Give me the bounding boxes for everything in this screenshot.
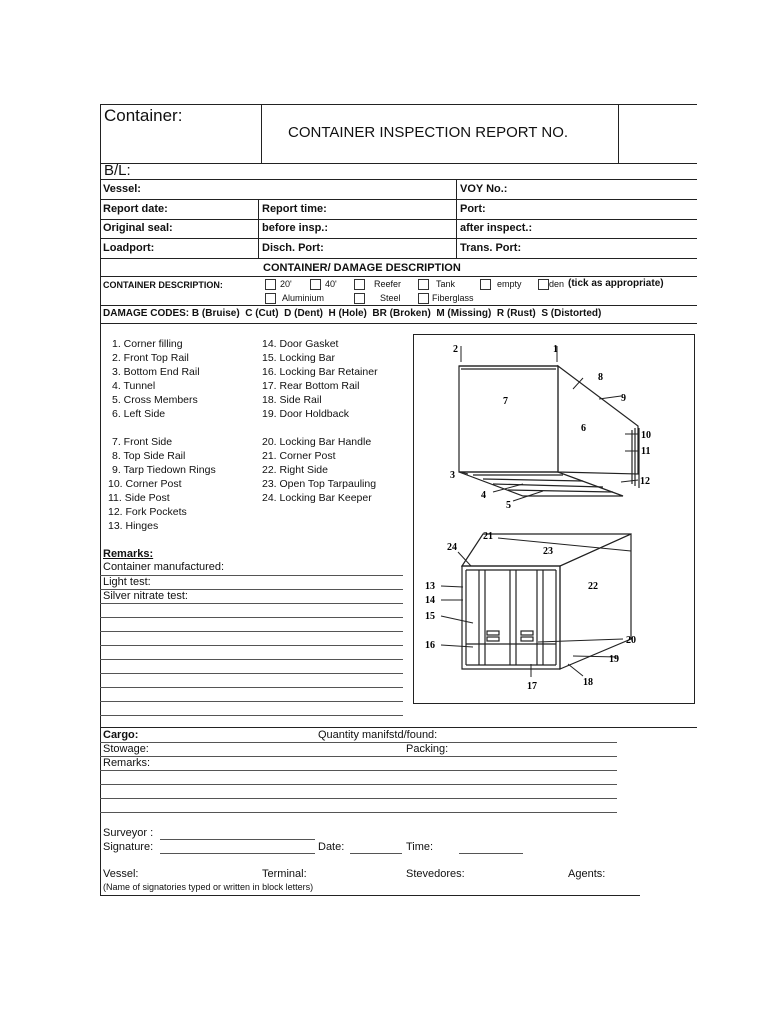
damage-section-title: CONTAINER/ DAMAGE DESCRIPTION	[263, 262, 461, 274]
option-fiberglass: Fiberglass	[432, 293, 474, 303]
diagram-label: 14	[425, 595, 435, 606]
damage-codes: DAMAGE CODES: B (Bruise) C (Cut) D (Dent) H (Hole) BR (Broken) M (Missing) R (Rust) S (Distorted)	[103, 308, 602, 319]
footer-note: (Name of signatories typed or written in block letters)	[103, 882, 314, 892]
container-description-label: CONTAINER DESCRIPTION:	[103, 280, 223, 290]
footer-terminal: Terminal:	[262, 868, 307, 880]
report-title: CONTAINER INSPECTION REPORT NO.	[288, 124, 569, 141]
part-item: 2. Front Top Rail	[112, 352, 189, 364]
date-label: Date:	[318, 841, 345, 853]
part-item: 5. Cross Members	[112, 394, 198, 406]
part-item: 23. Open Top Tarpauling	[262, 478, 377, 490]
footer-agents: Agents:	[568, 868, 606, 880]
footer-stevedores: Stevedores:	[406, 868, 465, 880]
diagram-label: 15	[425, 611, 435, 622]
container-label: Container:	[104, 106, 183, 125]
bl-label: B/L:	[104, 162, 131, 179]
part-item: 3. Bottom End Rail	[112, 366, 200, 378]
diagram-label: 5	[506, 500, 511, 511]
option-tank: Tank	[436, 279, 456, 289]
report-date-field: Report date:	[103, 203, 168, 215]
loadport-field: Loadport:	[103, 242, 155, 254]
diagram-label: 13	[425, 581, 435, 592]
part-item: 7. Front Side	[112, 436, 173, 448]
diagram-label: 24	[447, 542, 457, 553]
option-20ft: 20'	[280, 279, 292, 289]
option-empty: empty	[497, 279, 522, 289]
part-item: 20. Locking Bar Handle	[262, 436, 372, 448]
option-aluminium: Aluminium	[282, 293, 325, 303]
option-den: den	[549, 279, 565, 289]
quantity-label: Quantity manifstd/found:	[318, 729, 438, 741]
surveyor-label: Surveyor :	[103, 827, 154, 839]
vessel-field: Vessel:	[103, 183, 141, 195]
diagram-label: 10	[641, 430, 651, 441]
port-field: Port:	[460, 203, 486, 215]
packing-label: Packing:	[406, 743, 449, 755]
checkbox-40ft[interactable]	[310, 279, 321, 290]
diagram-label: 18	[583, 677, 593, 688]
report-time-field: Report time:	[262, 203, 327, 215]
checkbox-20ft[interactable]	[265, 279, 276, 290]
part-item: 16. Locking Bar Retainer	[262, 366, 378, 378]
part-item: 9. Tarp Tiedown Rings	[112, 464, 216, 476]
checkbox-empty[interactable]	[480, 279, 491, 290]
part-item: 17. Rear Bottom Rail	[262, 380, 360, 392]
diagram-label: 11	[641, 446, 651, 457]
diagram-label: 8	[598, 372, 603, 383]
part-item: 11. Side Post	[108, 492, 170, 504]
silver-nitrate-test: Silver nitrate test:	[103, 590, 188, 602]
part-item: 12. Fork Pockets	[108, 506, 187, 518]
light-test: Light test:	[103, 576, 151, 588]
diagram-label: 16	[425, 640, 435, 651]
container-diagram	[413, 334, 695, 704]
part-item: 4. Tunnel	[112, 380, 156, 392]
disch-port-field: Disch. Port:	[262, 242, 324, 254]
checkbox-aluminium[interactable]	[265, 293, 276, 304]
footer-vessel: Vessel:	[103, 868, 139, 880]
part-item: 18. Side Rail	[262, 394, 322, 406]
remarks-title: Remarks:	[103, 548, 154, 560]
diagram-label: 7	[503, 396, 508, 407]
checkbox-steel[interactable]	[354, 293, 365, 304]
part-item: 8. Top Side Rail	[112, 450, 186, 462]
checkbox-tank[interactable]	[418, 279, 429, 290]
diagram-label: 20	[626, 635, 636, 646]
diagram-label: 23	[543, 546, 553, 557]
part-item: 10. Corner Post	[108, 478, 182, 490]
cargo-label: Cargo:	[103, 729, 139, 741]
stowage-label: Stowage:	[103, 743, 149, 755]
diagram-label: 3	[450, 470, 455, 481]
part-item: 14. Door Gasket	[262, 338, 339, 350]
before-insp-field: before insp.:	[262, 222, 329, 234]
checkbox-den[interactable]	[538, 279, 549, 290]
part-item: 19. Door Holdback	[262, 408, 349, 420]
checkbox-fiberglass[interactable]	[418, 293, 429, 304]
option-40ft: 40'	[325, 279, 337, 289]
diagram-label: 17	[527, 681, 537, 692]
time-label: Time:	[406, 841, 434, 853]
part-item: 21. Corner Post	[262, 450, 336, 462]
after-inspect-field: after inspect.:	[460, 222, 533, 234]
option-reefer: Reefer	[374, 279, 402, 289]
diagram-label: 12	[640, 476, 650, 487]
part-item: 6. Left Side	[112, 408, 166, 420]
part-item: 15. Locking Bar	[262, 352, 335, 364]
option-steel: Steel	[380, 293, 401, 303]
original-seal-field: Original seal:	[103, 222, 173, 234]
diagram-label: 9	[621, 393, 626, 404]
diagram-label: 4	[481, 490, 486, 501]
tick-note: (tick as appropriate)	[568, 278, 664, 289]
part-item: 24. Locking Bar Keeper	[262, 492, 372, 504]
diagram-label: 6	[581, 423, 586, 434]
trans-port-field: Trans. Port:	[460, 242, 522, 254]
diagram-label: 19	[609, 654, 619, 665]
part-item: 22. Right Side	[262, 464, 328, 476]
voy-no-field: VOY No.:	[460, 183, 508, 195]
diagram-label: 21	[483, 531, 493, 542]
part-item: 1. Corner filling	[112, 338, 183, 350]
part-item: 13. Hinges	[108, 520, 159, 532]
container-manufactured: Container manufactured:	[103, 561, 225, 573]
checkbox-reefer[interactable]	[354, 279, 365, 290]
signature-label: Signature:	[103, 841, 154, 853]
diagram-label: 2	[453, 344, 458, 355]
diagram-label: 22	[588, 581, 598, 592]
cargo-remarks-label: Remarks:	[103, 757, 151, 769]
diagram-label: 1	[553, 344, 558, 355]
